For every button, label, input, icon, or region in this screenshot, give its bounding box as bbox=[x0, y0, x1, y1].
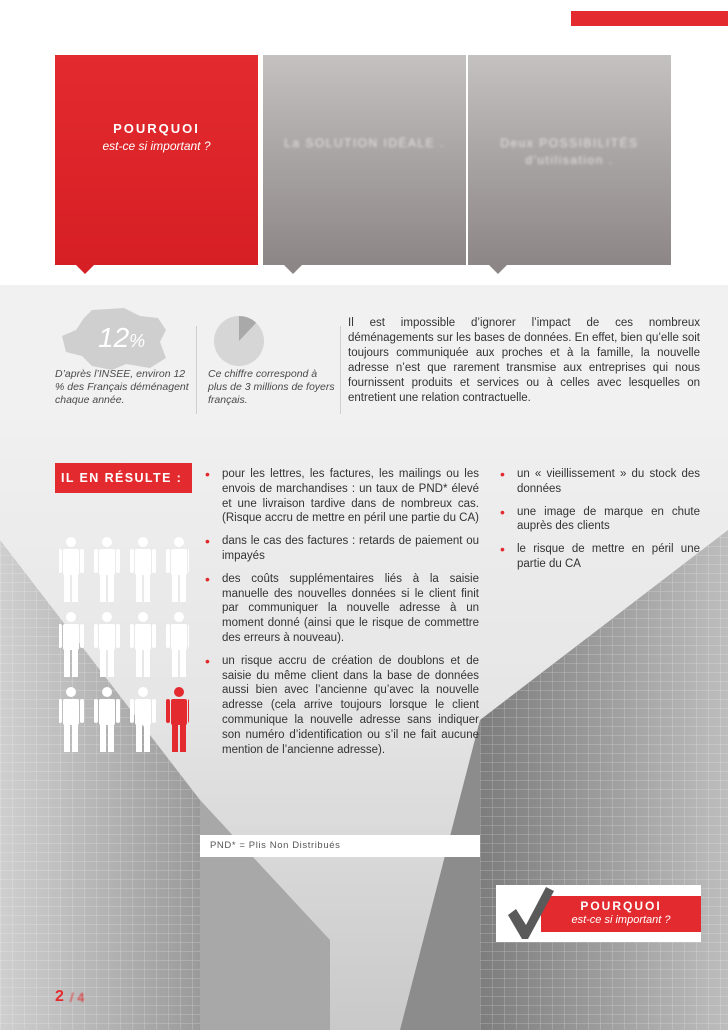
bullet-icon: • bbox=[205, 533, 210, 550]
page-number: 2 bbox=[55, 988, 64, 1005]
person-icon-highlighted bbox=[166, 687, 189, 752]
people-pictogram bbox=[59, 537, 189, 752]
stat-percent: 12% bbox=[98, 322, 146, 353]
divider bbox=[196, 326, 197, 414]
person-icon bbox=[94, 537, 120, 602]
person-icon bbox=[130, 612, 156, 677]
panel-solution[interactable] bbox=[263, 55, 466, 265]
page-total: / 4 bbox=[70, 990, 85, 1005]
list-item: • un « vieillissement » du stock des données bbox=[500, 466, 700, 495]
list-item: • pour les lettres, les factures, les mailings ou les envois de marchandises : un taux de PND* élevé et une livraison tardive dans de nombreux cas. (Risque accru de mettre en péril une partie du CA) bbox=[205, 466, 479, 525]
person-icon bbox=[130, 687, 156, 752]
list-item: • dans le cas des factures : retards de paiement ou impayés bbox=[205, 533, 479, 562]
bullet-icon: • bbox=[205, 570, 210, 587]
checkmark-icon bbox=[506, 885, 554, 941]
top-accent-bar bbox=[571, 11, 728, 26]
intro-paragraph: Il est impossible d’ignorer l’impact de ces nombreux déménagements sur les bases de données. En effet, bien qu’elle soit toujours communiquée aux proches et à la famille, la nouvelle adresse n’est que rarement transmise aux entreprises qui nous fournissent produits et services ou à celles avec lesquelles on entretient une relation contractuelle. bbox=[348, 317, 700, 404]
person-icon bbox=[166, 537, 189, 602]
list-item: • des coûts supplémentaires liés à la saisie manuelle des nouvelles données si le client finit par communiquer la nouvelle adresse à un moment donné (ainsi que le risque de commettre des erreurs à nouveau). bbox=[205, 570, 479, 644]
consequences-list-2 bbox=[498, 467, 700, 580]
panel-title-blurred: Deux POSSIBILITÉS d'utilisation . bbox=[500, 136, 639, 167]
bullet-icon: • bbox=[500, 541, 505, 558]
divider bbox=[340, 326, 341, 414]
bullet-icon: • bbox=[205, 652, 210, 669]
panel-title-blurred: La SOLUTION IDÉALE . bbox=[284, 136, 445, 150]
pourquoi-badge[interactable] bbox=[496, 885, 701, 942]
list-item: • le risque de mettre en péril une partie du CA bbox=[500, 541, 700, 570]
person-icon bbox=[59, 537, 84, 602]
bullet-icon: • bbox=[500, 503, 505, 520]
person-icon bbox=[130, 537, 156, 602]
panel-pointer bbox=[488, 264, 508, 274]
pie-chart-icon bbox=[214, 316, 264, 366]
list-item: • une image de marque en chute auprès des clients bbox=[500, 503, 700, 533]
person-icon bbox=[94, 687, 120, 752]
badge-label: POURQUOI est-ce si important ? bbox=[541, 896, 701, 932]
person-icon bbox=[166, 612, 189, 677]
consequences-list bbox=[203, 467, 479, 765]
stat-left-text: D’après l’INSEE, environ 12 % des Français déménagent chaque année. bbox=[55, 368, 189, 406]
panel-subtitle: est-ce si important ? bbox=[102, 139, 211, 153]
panel-possibilites[interactable] bbox=[468, 55, 671, 265]
panel-pointer bbox=[75, 264, 95, 274]
bullet-icon: • bbox=[205, 466, 210, 482]
result-heading: IL EN RÉSULTE : bbox=[55, 463, 192, 493]
list-item: • un risque accru de création de doublons et de saisie du même client dans la base de données aussi bien avec l’ancienne qu’avec la nouvelle adresse (cela arrive toujours lorsque le client communique la nouvelle adresse sans indiquer son numéro d’identification ou s’il ne fait aucune mention de l’ancienne adresse). bbox=[205, 652, 479, 756]
person-icon bbox=[94, 612, 120, 677]
bullet-icon: • bbox=[500, 466, 505, 482]
footnote: PND* = Plis Non Distribués bbox=[200, 835, 480, 857]
person-icon bbox=[59, 687, 84, 752]
panel-title: POURQUOI bbox=[113, 121, 200, 136]
stat-mid-text: Ce chiffre correspond à plus de 3 millions de foyers français. bbox=[208, 368, 335, 406]
person-icon bbox=[59, 612, 84, 677]
panel-pointer bbox=[283, 264, 303, 274]
panel-pourquoi[interactable] bbox=[55, 55, 258, 265]
